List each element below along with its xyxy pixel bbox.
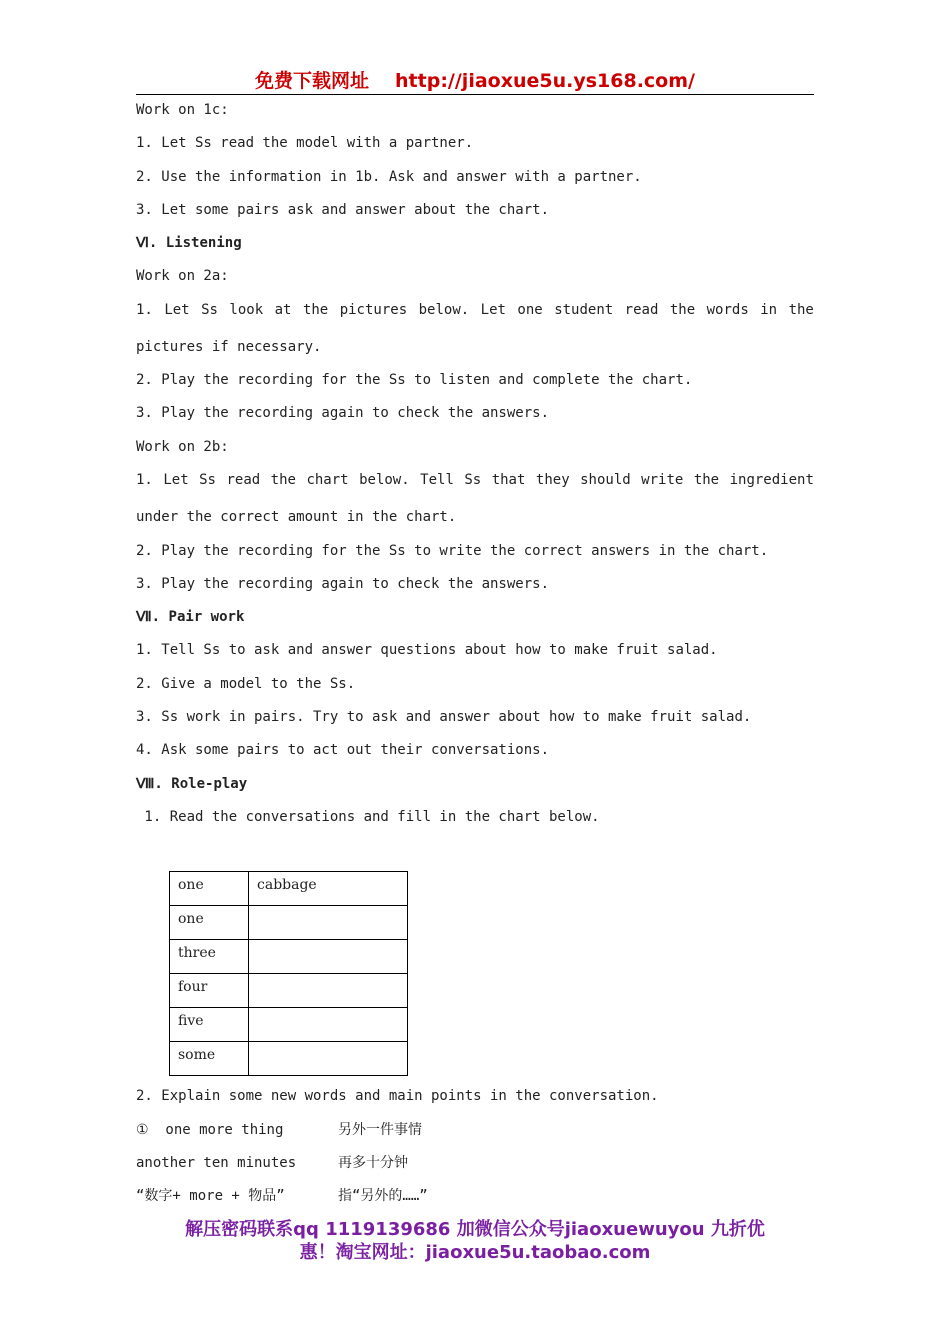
list-item-continuation: pictures if necessary. xyxy=(136,339,322,355)
word: the xyxy=(788,302,814,318)
vocab-phrase: ① one more thing xyxy=(136,1122,284,1138)
amount-cell: one xyxy=(170,872,249,906)
word: student xyxy=(554,302,614,318)
vocab-phrase: another ten minutes xyxy=(136,1155,297,1171)
section-label: Work on 2a: xyxy=(136,268,229,284)
list-item-justified xyxy=(136,470,814,490)
footer-line: 解压密码联系qq 1119139686 加微信公众号jiaoxuewuyou 九折优 xyxy=(185,1219,765,1240)
list-item: 1. Read the conversations and fill in the chart below. xyxy=(136,809,600,825)
word: 1. xyxy=(136,472,153,488)
header-label: 免费下载网址 xyxy=(255,70,370,92)
list-item: 1. Let Ss read the model with a partner. xyxy=(136,135,474,151)
amount-chart xyxy=(169,871,408,1076)
heading-listening: Ⅵ. Listening xyxy=(136,235,242,251)
word: that xyxy=(491,472,526,488)
amount-cell: some xyxy=(170,1042,249,1076)
vocab-meaning: 再多十分钟 xyxy=(338,1155,408,1171)
item-cell: cabbage xyxy=(249,872,408,906)
word: words xyxy=(706,302,749,318)
item-cell xyxy=(249,906,408,940)
word: the xyxy=(302,302,329,318)
word: Let xyxy=(164,302,190,318)
heading-role-play: Ⅷ. Role-play xyxy=(136,776,248,792)
word: Tell xyxy=(420,472,454,488)
word: below. xyxy=(418,302,470,318)
list-item: 2. Explain some new words and main points in the conversation. xyxy=(136,1088,659,1104)
list-item: 3. Ss work in pairs. Try to ask and answer about how to make fruit salad. xyxy=(136,709,752,725)
table-row xyxy=(170,906,408,940)
word: write xyxy=(641,472,684,488)
word: the xyxy=(669,302,696,318)
word: at xyxy=(274,302,292,318)
word: one xyxy=(517,302,543,318)
item-cell xyxy=(249,1042,408,1076)
word: read xyxy=(624,302,659,318)
word: Let xyxy=(163,472,189,488)
word: the xyxy=(270,472,296,488)
word: read xyxy=(226,472,261,488)
item-cell xyxy=(249,974,408,1008)
amount-cell: four xyxy=(170,974,249,1008)
amount-cell: five xyxy=(170,1008,249,1042)
table-row xyxy=(170,1042,408,1076)
word: 1. xyxy=(136,302,153,318)
word: in xyxy=(760,302,778,318)
table-row xyxy=(170,1008,408,1042)
word: Let xyxy=(480,302,506,318)
word: Ss xyxy=(464,472,482,488)
list-item: 2. Play the recording for the Ss to listen and complete the chart. xyxy=(136,372,693,388)
item-cell xyxy=(249,940,408,974)
word: should xyxy=(580,472,631,488)
header-url-link[interactable]: http://jiaoxue5u.ys168.com/ xyxy=(395,70,695,92)
page-header xyxy=(136,66,814,95)
amount-cell: one xyxy=(170,906,249,940)
word: ingredient xyxy=(729,472,814,488)
vocab-meaning: 指“另外的……” xyxy=(338,1188,428,1204)
list-item: 3. Play the recording again to check the answers. xyxy=(136,576,550,592)
word: Ss xyxy=(201,302,218,318)
footer-line: 惠！淘宝网址：jiaoxue5u.taobao.com xyxy=(299,1242,651,1263)
list-item: 3. Play the recording again to check the answers. xyxy=(136,405,550,421)
list-item: 2. Give a model to the Ss. xyxy=(136,676,356,692)
list-item: 2. Play the recording for the Ss to write the correct answers in the chart. xyxy=(136,543,769,559)
word: the xyxy=(693,472,720,488)
word: look xyxy=(229,302,264,318)
item-cell xyxy=(249,1008,408,1042)
word: Ss xyxy=(199,472,216,488)
section-label: Work on 2b: xyxy=(136,439,229,455)
table-row xyxy=(170,974,408,1008)
list-item-continuation: under the correct amount in the chart. xyxy=(136,509,457,525)
word: chart xyxy=(306,472,349,488)
list-item: 4. Ask some pairs to act out their conversations. xyxy=(136,742,550,758)
table-row xyxy=(170,940,408,974)
amount-cell: three xyxy=(170,940,249,974)
word: pictures xyxy=(339,302,408,318)
table-row xyxy=(170,872,408,906)
list-item: 2. Use the information in 1b. Ask and answer with a partner. xyxy=(136,169,642,185)
list-item: 1. Tell Ss to ask and answer questions about how to make fruit salad. xyxy=(136,642,718,658)
list-item: 3. Let some pairs ask and answer about the chart. xyxy=(136,202,550,218)
vocab-meaning: 另外一件事情 xyxy=(338,1122,422,1138)
word: they xyxy=(535,472,570,488)
word: below. xyxy=(359,472,410,488)
list-item-justified xyxy=(136,300,814,320)
heading-pair-work: Ⅶ. Pair work xyxy=(136,609,245,625)
vocab-phrase: “数字+ more + 物品” xyxy=(136,1188,285,1204)
section-label: Work on 1c: xyxy=(136,102,229,118)
page-footer xyxy=(100,1218,850,1264)
